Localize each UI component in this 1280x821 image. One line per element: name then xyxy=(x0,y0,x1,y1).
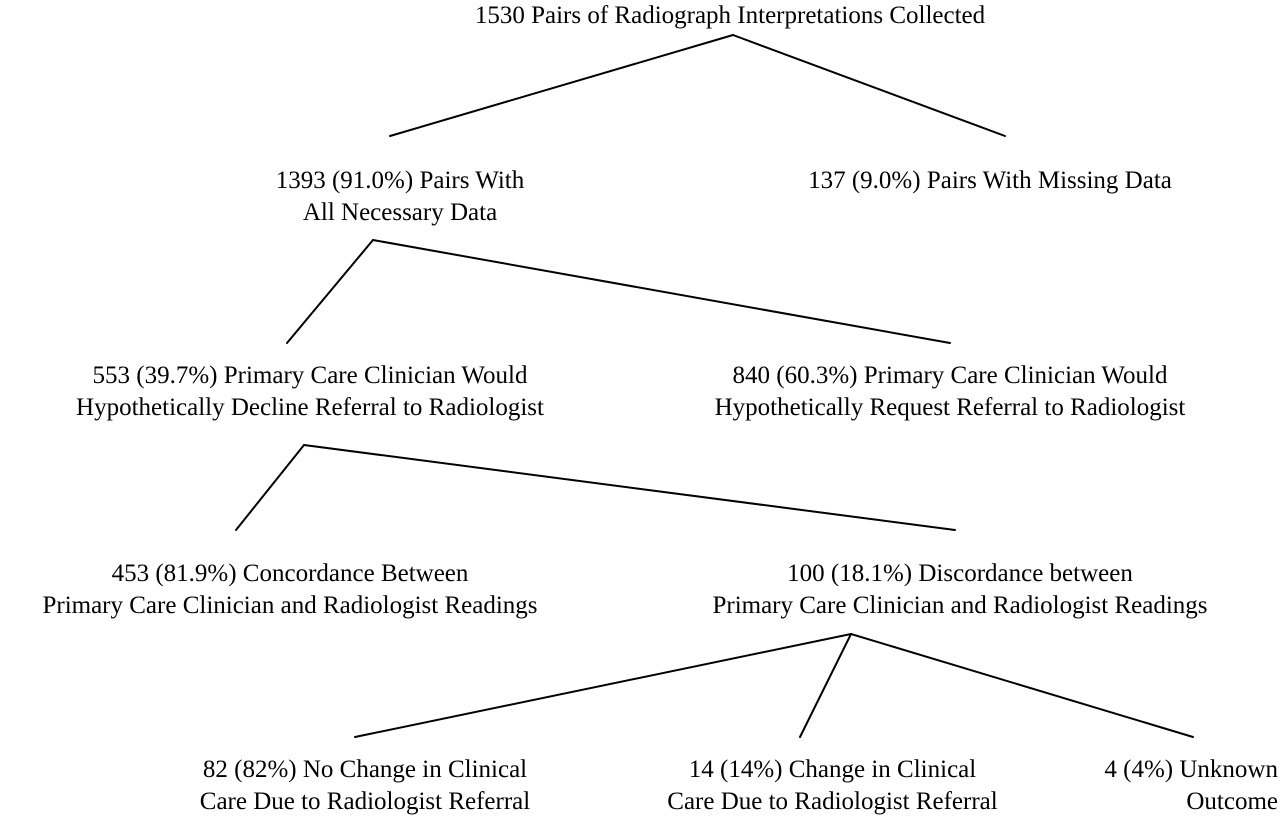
node-pairs-with-missing-data-line-1: 137 (9.0%) Pairs With Missing Data xyxy=(808,167,1172,194)
node-unknown-outcome-line-2: Outcome xyxy=(1186,788,1278,815)
node-unknown-outcome-line-1: 4 (4%) Unknown xyxy=(1104,756,1278,783)
edge-root-missing xyxy=(733,35,1005,136)
node-discordance xyxy=(660,558,1260,622)
node-no-change-in-care-line-2: Care Due to Radiologist Referral xyxy=(199,788,531,815)
edge-decline-discordance xyxy=(304,445,955,530)
node-decline-referral-line-2: Hypothetically Decline Referral to Radiologist xyxy=(76,394,544,421)
node-request-referral-line-2: Hypothetically Request Referral to Radiologist xyxy=(714,394,1186,421)
node-decline-referral-line-1: 553 (39.7%) Primary Care Clinician Would xyxy=(92,362,528,389)
node-no-change-in-care-line-1: 82 (82%) No Change in Clinical xyxy=(202,756,528,783)
node-pairs-with-missing-data xyxy=(740,165,1240,197)
node-change-in-care-line-2: Care Due to Radiologist Referral xyxy=(667,788,998,815)
node-concordance-line-1: 453 (81.9%) Concordance Between xyxy=(111,560,469,587)
node-no-change-in-care xyxy=(170,754,560,818)
node-discordance-line-1: 100 (18.1%) Discordance between xyxy=(787,560,1133,587)
edge-complete-decline xyxy=(287,240,373,343)
node-decline-referral xyxy=(0,360,620,424)
node-pairs-with-all-data-line-2: All Necessary Data xyxy=(302,199,498,226)
node-unknown-outcome xyxy=(1060,754,1278,818)
node-discordance-line-2: Primary Care Clinician and Radiologist Readings xyxy=(712,592,1208,619)
node-total-pairs xyxy=(380,0,1080,32)
edge-discordance-unknown xyxy=(851,634,1193,737)
edge-root-complete xyxy=(390,35,733,136)
node-change-in-care xyxy=(635,754,1030,818)
node-concordance xyxy=(0,558,580,622)
node-change-in-care-line-1: 14 (14%) Change in Clinical xyxy=(688,756,977,783)
node-pairs-with-all-data xyxy=(200,165,600,229)
node-request-referral-line-1: 840 (60.3%) Primary Care Clinician Would xyxy=(732,362,1168,389)
node-pairs-with-all-data-line-1: 1393 (91.0%) Pairs With xyxy=(275,167,525,194)
edge-discordance-change xyxy=(800,634,851,737)
edge-discordance-no-change xyxy=(355,634,851,737)
node-concordance-line-2: Primary Care Clinician and Radiologist Readings xyxy=(42,592,538,619)
node-request-referral xyxy=(660,360,1240,424)
edge-complete-request xyxy=(373,240,950,343)
edge-decline-concordance xyxy=(236,445,304,530)
node-total-pairs-line-1: 1530 Pairs of Radiograph Interpretations Collected xyxy=(474,2,986,29)
